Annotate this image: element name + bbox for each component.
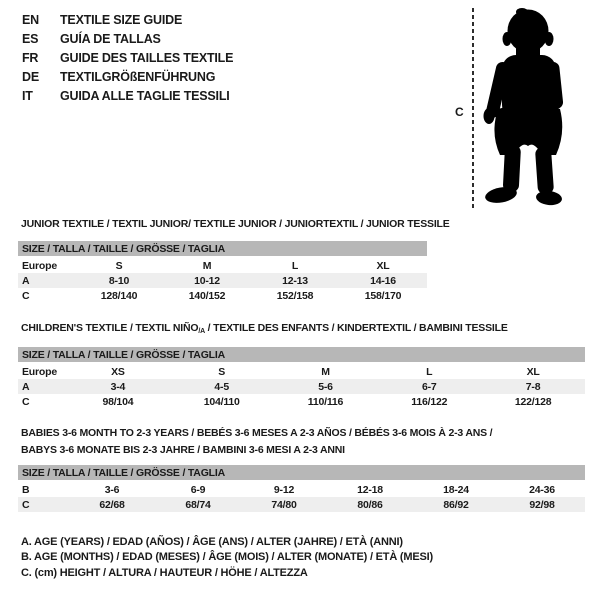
babies-title-line1: BABIES 3-6 MONTH TO 2-3 YEARS / BEBÉS 3-6 MESES A 2-3 AÑOS / BÉBÉS 3-6 MOIS À 2-3 ANS / bbox=[21, 427, 493, 439]
row-label: C bbox=[18, 497, 69, 512]
row-label: B bbox=[22, 483, 30, 496]
children-title-prefix: CHILDREN'S TEXTILE / TEXTIL NIÑO bbox=[21, 322, 199, 334]
table-row-height bbox=[18, 288, 427, 303]
junior-section-title: JUNIOR TEXTILE / TEXTIL JUNIOR/ TEXTILE JUNIOR / JUNIORTEXTIL / JUNIOR TESSILE bbox=[21, 218, 450, 230]
table-row-age bbox=[18, 273, 427, 288]
size-cell: 3-6 bbox=[104, 483, 120, 496]
size-cell: 80/86 bbox=[327, 497, 413, 512]
size-cell: 92/98 bbox=[499, 497, 585, 512]
junior-size-table bbox=[18, 241, 427, 303]
size-cell: 122/128 bbox=[514, 395, 552, 408]
size-cell: S bbox=[218, 365, 226, 378]
size-cell: 68/74 bbox=[155, 497, 241, 512]
size-cell: 4-5 bbox=[170, 379, 274, 394]
row-label: C bbox=[22, 289, 30, 302]
babies-size-table bbox=[18, 465, 585, 512]
size-cell: 86/92 bbox=[413, 497, 499, 512]
language-code: IT bbox=[22, 89, 33, 103]
footnote-a: A. AGE (YEARS) / EDAD (AÑOS) / ÂGE (ANS) / ALTER (JAHRE) / ETÀ (ANNI) bbox=[21, 536, 403, 548]
table-row-age-months bbox=[18, 481, 585, 497]
row-label: A bbox=[18, 273, 75, 288]
table-row-height bbox=[18, 497, 585, 512]
language-row-en bbox=[22, 11, 233, 30]
size-cell: 6-7 bbox=[377, 379, 481, 394]
size-header-band: SIZE / TALLA / TAILLE / GRÖSSE / TAGLIA bbox=[18, 241, 427, 257]
children-title-subscript: /A bbox=[198, 328, 205, 335]
size-cell: 12-18 bbox=[357, 483, 383, 496]
size-cell: 10-12 bbox=[163, 273, 251, 288]
size-cell: 7-8 bbox=[481, 379, 585, 394]
row-label: C bbox=[22, 395, 30, 408]
language-label: TEXTILGRÖßENFÜHRUNG bbox=[60, 70, 216, 84]
size-cell: 12-13 bbox=[251, 273, 339, 288]
footnote-b: B. AGE (MONTHS) / EDAD (MESES) / ÂGE (MOIS) / ALTER (MONATE) / ETÀ (MESI) bbox=[21, 551, 433, 564]
size-cell: XL bbox=[376, 259, 390, 272]
footnote-c: C. (cm) HEIGHT / ALTURA / HAUTEUR / HÖHE / ALTEZZA bbox=[21, 566, 308, 579]
size-cell: 9-12 bbox=[273, 483, 295, 496]
size-cell: 98/104 bbox=[102, 395, 134, 408]
size-cell: 158/170 bbox=[364, 289, 402, 302]
babies-section-title bbox=[21, 425, 492, 459]
size-cell: 110/116 bbox=[307, 395, 344, 408]
size-cell: 62/68 bbox=[69, 497, 155, 512]
size-cell: 104/110 bbox=[203, 395, 240, 408]
language-label: TEXTILE SIZE GUIDE bbox=[60, 13, 183, 27]
size-cell: 116/122 bbox=[411, 395, 448, 408]
size-cell: M bbox=[202, 259, 212, 272]
size-cell: 8-10 bbox=[75, 273, 163, 288]
size-cell: 74/80 bbox=[241, 497, 327, 512]
size-cell: L bbox=[426, 365, 433, 378]
size-cell: XL bbox=[526, 365, 540, 378]
babies-title-line2: BABYS 3-6 MONATE BIS 2-3 JAHRE / BAMBINI 3-6 MESI A 2-3 ANNI bbox=[21, 444, 345, 456]
language-row-fr bbox=[22, 49, 233, 68]
table-row-height bbox=[18, 394, 585, 409]
language-label: GUIDA ALLE TAGLIE TESSILI bbox=[60, 89, 230, 103]
size-header-band: SIZE / TALLA / TAILLE / GRÖSSE / TAGLIA bbox=[18, 347, 585, 363]
language-label: GUÍA DE TALLAS bbox=[60, 32, 161, 46]
language-code: DE bbox=[22, 70, 39, 84]
size-cell: 6-9 bbox=[190, 483, 206, 496]
language-code: FR bbox=[22, 51, 39, 65]
size-cell: 5-6 bbox=[274, 379, 378, 394]
language-list bbox=[22, 11, 233, 106]
row-label: A bbox=[18, 379, 66, 394]
size-cell: 18-24 bbox=[443, 483, 469, 496]
size-cell: M bbox=[321, 365, 330, 378]
size-cell: 3-4 bbox=[66, 379, 170, 394]
language-row-es bbox=[22, 30, 233, 49]
size-cell: 24-36 bbox=[529, 483, 555, 496]
language-code: ES bbox=[22, 32, 39, 46]
size-cell: 128/140 bbox=[100, 289, 138, 302]
table-row-age bbox=[18, 379, 585, 394]
toddler-silhouette-icon bbox=[482, 5, 574, 207]
footnote-legend bbox=[21, 535, 433, 581]
size-cell: S bbox=[115, 259, 123, 272]
size-header-band: SIZE / TALLA / TAILLE / GRÖSSE / TAGLIA bbox=[18, 465, 585, 481]
size-cell: 140/152 bbox=[188, 289, 226, 302]
language-row-it bbox=[22, 87, 233, 106]
row-label: Europe bbox=[22, 259, 57, 272]
size-cell: 14-16 bbox=[339, 273, 427, 288]
children-size-table bbox=[18, 347, 585, 409]
children-title-suffix: / TEXTILE DES ENFANTS / KINDERTEXTIL / BAMBINI TESSILE bbox=[204, 322, 508, 334]
height-measure-dashed-line bbox=[472, 8, 474, 208]
size-cell: 152/158 bbox=[276, 289, 314, 302]
measure-label-c: C bbox=[455, 105, 464, 119]
table-row-europe bbox=[18, 257, 427, 273]
language-code: EN bbox=[22, 13, 39, 27]
children-section-title bbox=[21, 320, 508, 340]
size-cell: L bbox=[291, 259, 299, 272]
size-cell: XS bbox=[111, 365, 125, 378]
row-label: Europe bbox=[22, 365, 57, 378]
table-row-europe bbox=[18, 363, 585, 379]
language-label: GUIDE DES TAILLES TEXTILE bbox=[60, 51, 234, 65]
language-row-de bbox=[22, 68, 233, 87]
